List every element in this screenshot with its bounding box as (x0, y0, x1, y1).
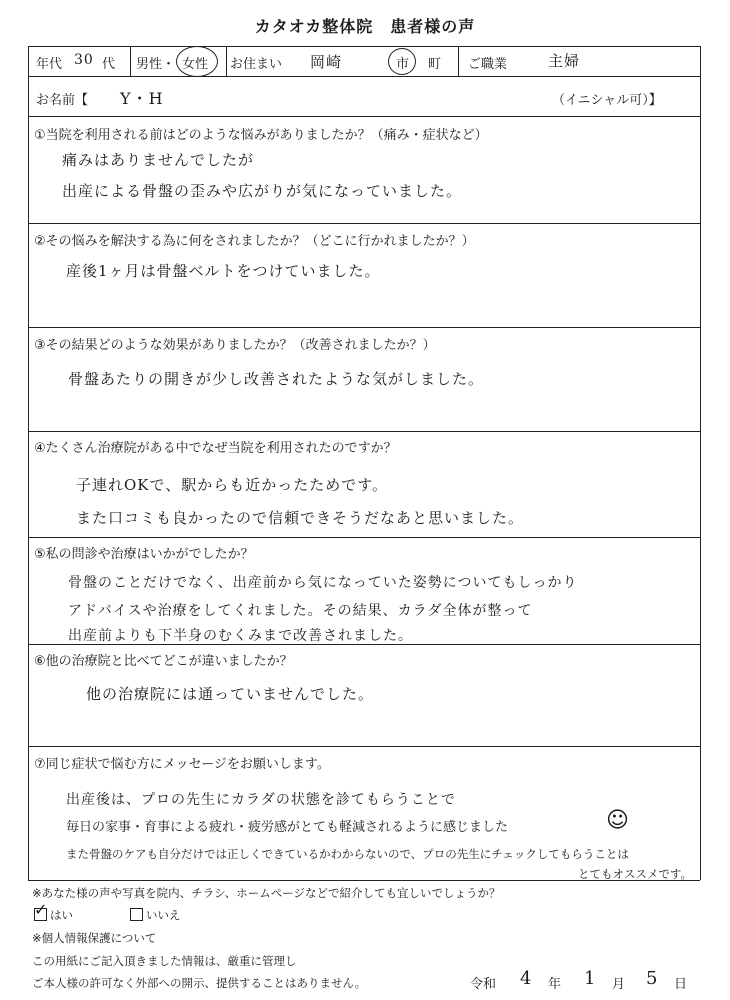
job-value: 主婦 (548, 52, 581, 70)
table-left-border (28, 46, 29, 880)
answer-4-line-1: 子連れOKで、駅からも近かったためです。 (76, 476, 389, 494)
job-label: ご職業 (468, 57, 508, 72)
question-6: ⑥他の治療院と比べてどこが違いましたか？ (34, 654, 293, 669)
profile-cell-divider (226, 46, 227, 76)
age-value: 30 (74, 52, 94, 68)
q5-divider (28, 537, 700, 538)
answer-5-line-1: 骨盤のことだけでなく、出産前から気になっていた姿勢についてもしっかり (68, 575, 578, 591)
answer-5-line-3: 出産前よりも下半身のむくみまで改善されました。 (68, 628, 413, 644)
consent-yes-label: はい (50, 908, 73, 922)
gender-label-female: 女性 (182, 57, 209, 72)
city-label: 市 (396, 57, 410, 72)
age-label: 年代 (36, 57, 63, 72)
consent-question: ※あなた様の声や写真を院内、チラシ、ホームページなどで紹介しても宜しいでしょうか？ (32, 886, 501, 900)
table-right-border (700, 46, 701, 880)
answer-6-line-1: 他の治療院には通っていませんでした。 (86, 685, 375, 703)
answer-3-line-1: 骨盤あたりの開きが少し改善されたような気がしました。 (68, 370, 485, 388)
check-mark-icon: ✓ (34, 900, 48, 919)
q3-divider (28, 327, 700, 328)
date-day: 5 (646, 968, 659, 989)
date-year: 4 (520, 968, 533, 989)
address-label: お住まい (230, 57, 283, 72)
date-month: 1 (584, 968, 597, 989)
privacy-heading: ※個人情報保護について (32, 931, 157, 945)
question-4: ④たくさん治療院がある中でなぜ当院を利用されたのですか？ (34, 441, 397, 456)
question-5: ⑤私の問診や治療はいかがでしたか？ (34, 547, 254, 562)
q2-divider (28, 223, 700, 224)
question-7: ⑦同じ症状で悩む方にメッセージをお願いします。 (34, 757, 330, 772)
answer-7-line-4: とてもオススメです。 (578, 867, 692, 881)
initial-note: （イニシャル可）】 (552, 93, 662, 108)
address-value: 岡崎 (310, 53, 343, 71)
profile-cell-divider (130, 46, 131, 76)
answer-2-line-1: 産後1ヶ月は骨盤ベルトをつけていました。 (66, 262, 381, 280)
privacy-line-2: ご本人様の許可なく外部への開示、提供することはありません。 (32, 976, 367, 990)
date-year-label: 年 (548, 977, 562, 992)
age-suffix: 代 (102, 57, 116, 72)
consent-no-checkbox[interactable] (130, 908, 143, 921)
answer-7-line-3: また骨盤のケアも自分だけでは正しくできているかわからないので、プロの先生にチェックしてもらうことは (66, 847, 629, 861)
page-title: カタオカ整体院 患者様の声 (254, 17, 476, 36)
q7-divider (28, 746, 700, 747)
name-value: Y・H (120, 89, 164, 108)
answer-7-line-2: 毎日の家事・育事による疲れ・疲労感がとても軽減されるように感じました (66, 820, 509, 835)
town-label: 町 (428, 57, 442, 72)
answer-5-line-2: アドバイスや治療をしてくれました。その結果、カラダ全体が整って (68, 603, 533, 619)
profile-row-divider (28, 76, 700, 77)
consent-no-label: いいえ (146, 908, 181, 922)
date-era: 令和 (470, 977, 497, 992)
name-row-divider (28, 116, 700, 117)
question-2: ②その悩みを解決する為に何をされましたか？（どこに行かれましたか？） (34, 234, 475, 249)
date-day-label: 日 (674, 977, 688, 992)
female-selected-circle (176, 46, 218, 77)
city-selected-circle (388, 48, 416, 75)
profile-cell-divider (458, 46, 459, 76)
privacy-line-1: この用紙にご記入頂きました情報は、厳重に管理し (32, 954, 297, 968)
question-3: ③その結果どのような効果がありましたか？（改善されましたか？） (34, 338, 436, 353)
question-1: ①当院を利用される前はどのような悩みがありましたか？（痛み・症状など） (34, 128, 488, 143)
name-label: お名前【 (36, 93, 89, 108)
answer-1-line-2: 出産による骨盤の歪みや広がりが気になっていました。 (62, 182, 463, 200)
table-top-border (28, 46, 700, 47)
q4-divider (28, 431, 700, 432)
answer-4-line-2: また口コミも良かったので信頼できそうだなあと思いました。 (76, 509, 525, 527)
smiley-icon: ☺ (606, 808, 629, 833)
date-month-label: 月 (612, 977, 626, 992)
answer-1-line-1: 痛みはありませんでしたが (62, 151, 255, 169)
answer-7-line-1: 出産後は、プロの先生にカラダの状態を診てもらうことで (66, 792, 456, 808)
gender-label-male: 男性・ (136, 57, 176, 72)
